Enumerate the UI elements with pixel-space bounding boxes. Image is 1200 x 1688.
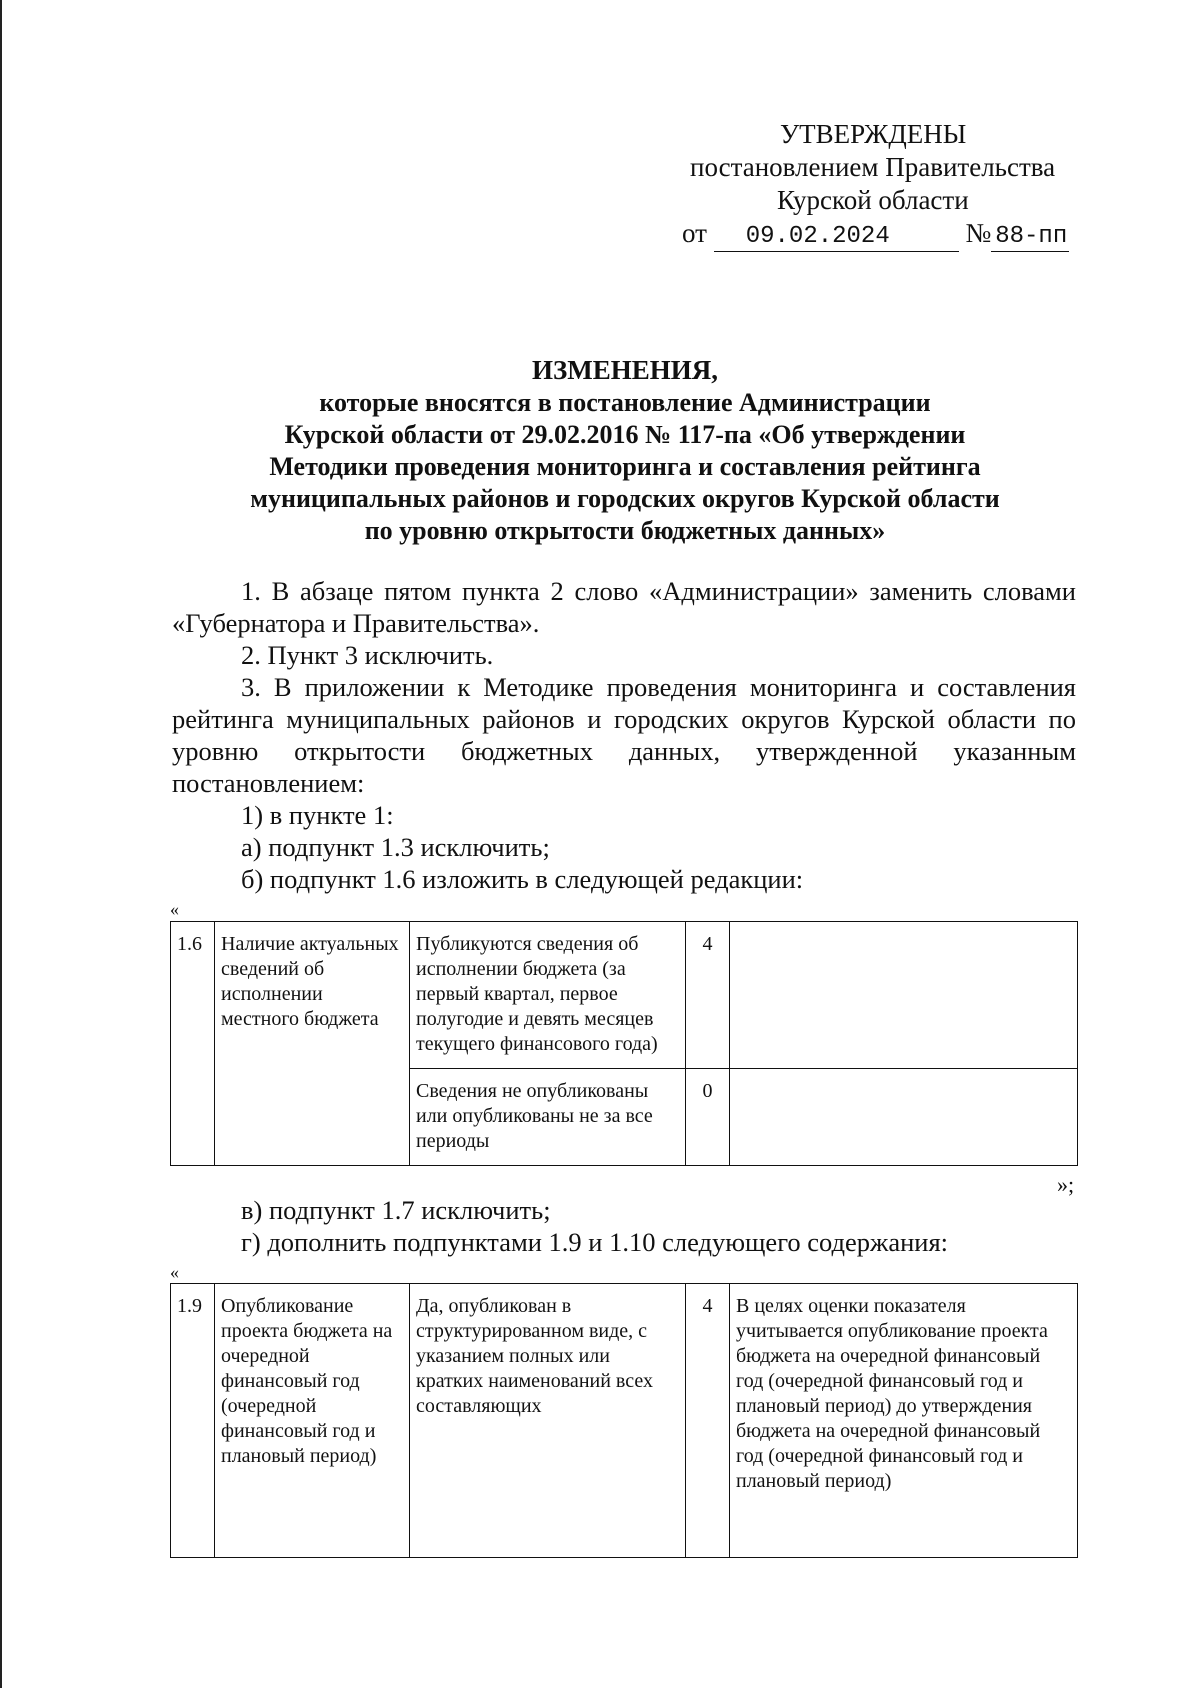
title-line: Методики проведения мониторинга и составления рейтинга [269, 452, 981, 481]
score-cell: 4 [686, 922, 730, 1069]
indicator-cell: Опубликование проекта бюджета на очередной финансовый год (очередной финансовый год и плановый период) [215, 1284, 410, 1558]
paragraph-6: б) подпункт 1.6 изложить в следующей редакции: [241, 864, 804, 894]
document-title [170, 354, 1080, 547]
title-line: по уровню открытости бюджетных данных» [364, 516, 886, 545]
item-number: 1.9 [171, 1284, 215, 1558]
approval-line-3: Курской области [777, 185, 969, 215]
criterion-cell: Публикуются сведения об исполнении бюджета (за первый квартал, первое полугодие и девять месяцев текущего финансового года) [410, 922, 686, 1069]
page-edge [0, 0, 2, 1688]
table-row [171, 1284, 1078, 1558]
score-cell: 4 [686, 1284, 730, 1558]
number-prefix: № [965, 218, 992, 248]
item-number: 1.6 [171, 922, 215, 1166]
paragraph-1: 1. В абзаце пятом пункта 2 слово «Администрации» заменить словами «Губернатора и Правительства». [172, 576, 1076, 638]
paragraph-5: а) подпункт 1.3 исключить; [241, 832, 550, 862]
paragraph-3: 3. В приложении к Методике проведения мониторинга и составления рейтинга муниципальных районов и городских округов Курской области по уровню открытости бюджетных данных, утвержденной указанным постановлением: [172, 672, 1076, 798]
approval-heading: УТВЕРЖДЕНЫ [780, 119, 967, 149]
paragraph-8: г) дополнить подпунктами 1.9 и 1.10 следующего содержания: [241, 1227, 949, 1257]
open-quote-1: « [170, 899, 179, 919]
title-line: которые вносятся в постановление Администрации [319, 388, 931, 417]
title-line: Курской области от 29.02.2016 № 117-па «Об утверждении [284, 420, 966, 449]
body-text [172, 575, 1076, 895]
paragraph-7: в) подпункт 1.7 исключить; [241, 1195, 551, 1225]
criterion-cell: Да, опубликован в структурированном виде, с указанием полных или кратких наименований всех составляющих [410, 1284, 686, 1558]
approval-block [660, 118, 1100, 252]
criteria-table-1 [170, 921, 1078, 1166]
indicator-cell: Наличие актуальных сведений об исполнении местного бюджета [215, 922, 410, 1166]
criterion-cell: Сведения не опубликованы или опубликованы не за все периоды [410, 1069, 686, 1166]
title-line: муниципальных районов и городских округов Курской области [250, 484, 1000, 513]
paragraph-4: 1) в пункте 1: [241, 800, 394, 830]
close-quote-1: »; [1057, 1172, 1075, 1197]
date-value: 09.02.2024 [714, 223, 959, 252]
comment-cell: В целях оценки показателя учитывается опубликование проекта бюджета на очередной финансовый год (очередной финансовый год и плановый период) до утверждения бюджета на очередной финансовый год (очередной финансовый год и плановый период) [730, 1284, 1078, 1558]
after-table-text [172, 1194, 1076, 1258]
comment-cell [730, 1069, 1078, 1166]
approval-line-2: постановлением Правительства [690, 152, 1056, 182]
paragraph-2: 2. Пункт 3 исключить. [241, 640, 494, 670]
comment-cell [730, 922, 1078, 1069]
title-line: ИЗМЕНЕНИЯ, [531, 355, 718, 385]
approval-date-line [660, 217, 1100, 252]
open-quote-2: « [170, 1262, 179, 1282]
date-prefix: от [682, 218, 707, 248]
number-value: 88-пп [991, 223, 1069, 252]
criteria-table-2 [170, 1283, 1078, 1558]
score-cell: 0 [686, 1069, 730, 1166]
table-row [171, 922, 1078, 1069]
